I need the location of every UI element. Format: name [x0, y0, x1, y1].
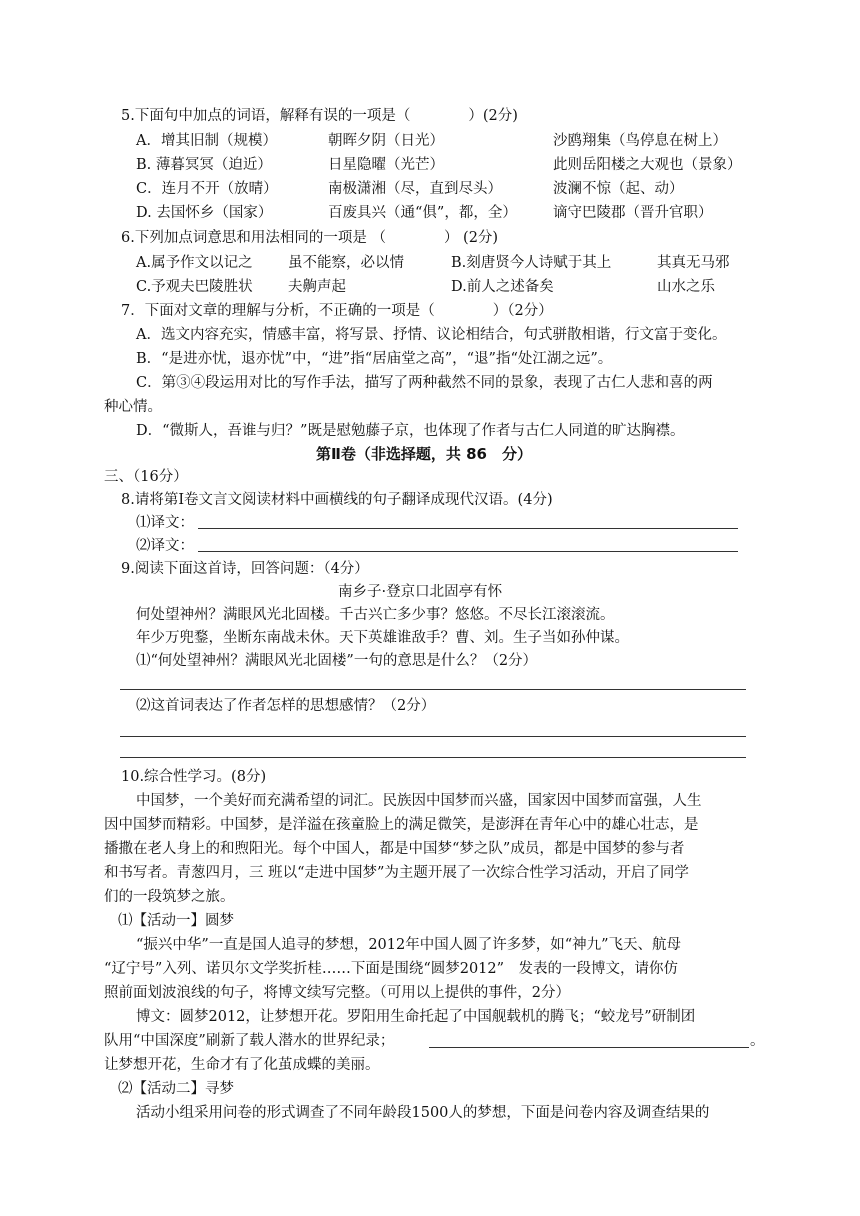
q10-para-line-1: 中国梦，一个美好而充满希望的词汇。民族因中国梦而兴盛，国家因中国梦而富强，人生 [136, 793, 702, 809]
q7-stem: 7．下面对文章的理解与分析，不正确的一项是（ ）（2分） [121, 303, 553, 319]
poem-title: 南乡子·登京口北固亭有怀 [338, 584, 503, 600]
blog-line-1: 博文：圆梦2012，让梦想开花。罗阳用生命托起了中国舰载机的腾飞；“蛟龙号”研制团 [136, 1009, 696, 1025]
q5-c-col2: 南极潇湘（尽，直到尽头） [328, 181, 502, 197]
q5-c-col1: C．连月不开（放晴） [136, 181, 278, 197]
blog-line-2: 队用“中国深度”刷新了载人潜水的世界纪录； [104, 1033, 395, 1049]
q5-c-col3: 波澜不惊（起、动） [553, 181, 684, 197]
q10-stem: 10.综合性学习。(8分) [121, 769, 267, 785]
blog-answer-line[interactable] [429, 1047, 749, 1048]
q10-para-line-4: 和书写者。青葱四月，三 班以“走进中国梦”为主题开展了一次综合性学习活动，开启了同学 [104, 865, 689, 881]
q7-option-c-cont: 种心情。 [104, 399, 162, 415]
activity-two-heading: ⑵【活动二】寻梦 [118, 1081, 234, 1097]
activity-one-line-1: “振兴中华”一直是国人追寻的梦想，2012年中国人圆了许多梦，如“神九”飞天、航母 [136, 937, 682, 953]
poem-line-2: 年少万兜鍪，坐断东南战未休。天下英雄谁敌手？曹、刘。生子当如孙仲谋。 [136, 630, 629, 646]
q5-a-col3: 沙鸥翔集（鸟停息在树上） [553, 133, 727, 149]
q8-answer-line-2[interactable] [198, 551, 738, 552]
q5-b-col1: B. 薄暮冥冥（迫近） [136, 157, 272, 173]
q6-option-d-pair: 山水之乐 [657, 279, 715, 295]
q6-option-b-pair: 其真无马邪 [657, 255, 730, 271]
activity-one-heading: ⑴【活动一】圆梦 [118, 913, 234, 929]
section-three-heading: 三、（16分） [104, 469, 188, 485]
q5-d-col2: 百废具兴（通“俱”，都，全） [328, 205, 517, 221]
q10-para-line-2: 因中国梦而精彩。中国梦，是洋溢在孩童脸上的满足微笑，是澎湃在青年心中的雄心壮志，是 [104, 817, 699, 833]
q5-d-col1: D. 去国怀乡（国家） [136, 205, 273, 221]
activity-one-line-3: 照前面划波浪线的句子，将博文续写完整。（可用以上提供的事件，2分） [104, 985, 570, 1001]
q8-answer-line-1[interactable] [198, 528, 738, 529]
q8-translation-label-2: ⑵译文： [136, 538, 194, 554]
q6-option-a-pair: 虽不能察，必以情 [288, 255, 404, 271]
activity-one-line-2: “辽宁号”入列、诺贝尔文学奖折桂……下面是围绕“圆梦2012” 发表的一段博文，请你仿 [104, 961, 679, 977]
q8-stem: 8.请将第Ⅰ卷文言文阅读材料中画横线的句子翻译成现代汉语。(4分) [121, 492, 553, 508]
q9-subquestion-1: ⑴“何处望神州？满眼风光北固楼”一句的意思是什么？（2分） [136, 653, 538, 669]
q5-a-col2: 朝晖夕阴（日光） [328, 133, 444, 149]
q7-option-d: D．“微斯人，吾谁与归？”既是慰勉藤子京，也体现了作者与古仁人同道的旷达胸襟。 [136, 423, 685, 439]
q5-d-col3: 谪守巴陵郡（晋升官职） [553, 205, 713, 221]
q5-a-col1: A．增其旧制（规模） [136, 133, 277, 149]
blog-line-2-end: 。 [750, 1033, 765, 1049]
q9-answer-line-3[interactable] [120, 757, 746, 758]
q6-option-c: C.予观夫巴陵胜状 [136, 279, 253, 295]
q6-option-d: D.前人之述备矣 [451, 279, 554, 295]
q8-translation-label-1: ⑴译文： [136, 515, 194, 531]
q5-b-col2: 日星隐曜（光芒） [328, 157, 444, 173]
q7-option-a: A．选文内容充实，情感丰富，将写景、抒情、议论相结合，句式骈散相谐，行文富于变化。 [136, 327, 727, 343]
q9-answer-line-1[interactable] [120, 689, 746, 690]
section-title: 第Ⅱ卷（非选择题，共 86 分） [316, 445, 532, 463]
poem-line-1: 何处望神州？满眼风光北固楼。千古兴亡多少事？悠悠。不尽长江滚滚流。 [136, 607, 615, 623]
q9-subquestion-2: ⑵这首词表达了作者怎样的思想感情？（2分） [136, 698, 436, 714]
activity-two-line-1: 活动小组采用问卷的形式调查了不同年龄段1500人的梦想，下面是问卷内容及调查结果的 [136, 1105, 710, 1121]
q10-para-line-3: 播撒在老人身上的和煦阳光。每个中国人，都是中国梦“梦之队”成员，都是中国梦的参与者 [104, 841, 685, 857]
q9-stem: 9.阅读下面这首诗，回答问题：（4分） [121, 561, 369, 577]
q6-option-c-pair: 夫齁声起 [288, 279, 346, 295]
q10-para-line-5: 们的一段筑梦之旅。 [104, 889, 235, 905]
q9-answer-line-2[interactable] [120, 736, 746, 737]
q7-option-b: B．“是进亦忧，退亦忧”中，“进”指“居庙堂之高”，“退”指“处江湖之远”。 [136, 351, 613, 367]
q6-option-b: B.刻唐贤今人诗赋于其上 [451, 255, 612, 271]
q6-option-a: A.属予作文以记之 [136, 255, 253, 271]
blog-line-3: 让梦想开花，生命才有了化茧成蝶的美丽。 [104, 1057, 380, 1073]
q5-stem: 5.下面句中加点的词语，解释有误的一项是（ ）(2分) [121, 108, 518, 124]
q6-stem: 6.下列加点词意思和用法相同的一项是 （ ） (2分) [121, 230, 499, 246]
q7-option-c: C．第③④段运用对比的写作手法，描写了两种截然不同的景象，表现了古仁人悲和喜的两 [136, 375, 713, 391]
q5-b-col3: 此则岳阳楼之大观也（景象） [553, 157, 742, 173]
